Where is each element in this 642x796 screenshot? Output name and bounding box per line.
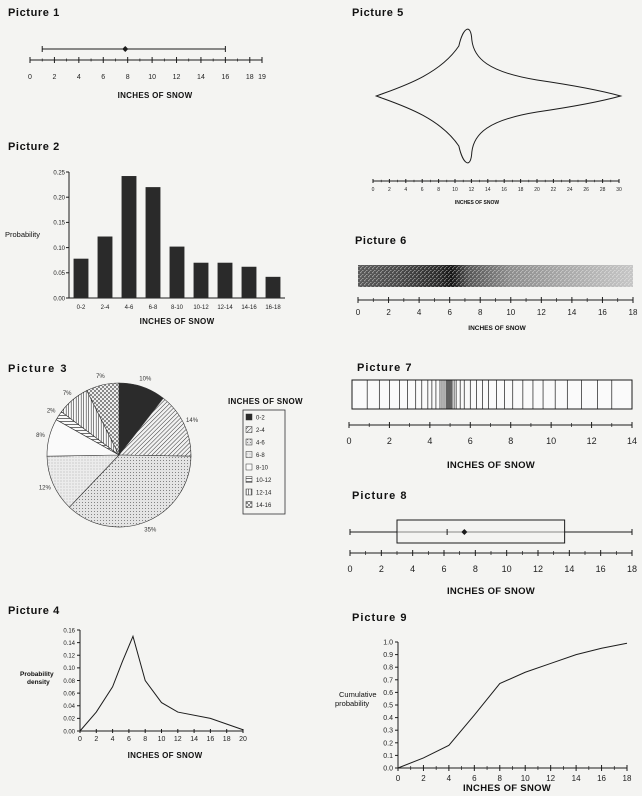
picture-9-y-tick-label: 0.2	[383, 740, 393, 748]
picture-7-x-tick-label: 6	[467, 436, 473, 446]
picture-9-x-tick-label: 0	[395, 774, 401, 783]
picture-5-x-tick-label: 24	[567, 187, 573, 193]
picture-1	[8, 7, 266, 100]
picture-4-series-line	[80, 636, 243, 731]
picture-9-x-tick-label: 18	[622, 774, 632, 783]
picture-8	[347, 490, 637, 597]
picture-2-x-tick-label: 10-12	[193, 305, 209, 311]
picture-2-y-tick-label: 0.20	[53, 195, 65, 202]
picture-5-x-tick-label: 20	[534, 187, 540, 193]
picture-2-x-tick-label: 8-10	[170, 305, 184, 311]
picture-1-x-tick-label: 18	[245, 74, 254, 81]
picture-9-x-tick-label: 16	[597, 774, 607, 783]
picture-4-x-tick-label: 6	[126, 736, 131, 743]
picture-2-bar	[242, 267, 257, 298]
picture-2-bar	[98, 237, 113, 298]
picture-2-plot	[53, 170, 285, 311]
picture-9-y-tick-label: 0.0	[383, 765, 393, 773]
picture-5-x-tick-label: 22	[550, 187, 557, 193]
picture-9-x-tick-label: 8	[497, 774, 503, 783]
picture-2	[5, 141, 285, 326]
picture-6	[355, 235, 638, 332]
picture-8-title: Picture 8	[352, 490, 408, 502]
picture-6-x-tick-label: 16	[597, 308, 607, 317]
picture-8-mean	[461, 529, 467, 535]
picture-1-title: Picture 1	[8, 7, 60, 19]
picture-3-legend-title: INCHES OF SNOW	[228, 397, 303, 406]
picture-9-y-tick-label: 0.3	[383, 727, 393, 735]
picture-5-x-tick-label: 10	[452, 187, 458, 193]
picture-9-x-tick-label: 10	[520, 774, 530, 783]
picture-8-x-tick-label: 16	[595, 564, 606, 574]
picture-4-y-tick-label: 0.08	[63, 678, 75, 685]
picture-1-x-tick-label: 0	[28, 74, 32, 81]
picture-7	[346, 362, 637, 471]
picture-2-ylabel: Probability	[5, 230, 41, 239]
picture-2-xlabel: INCHES OF SNOW	[139, 317, 215, 326]
picture-4-x-tick-label: 0	[78, 736, 82, 743]
picture-3-legend-label: 0-2	[256, 415, 265, 422]
picture-2-y-tick-label: 0.25	[53, 170, 65, 177]
picture-2-title: Picture 2	[8, 141, 60, 153]
picture-2-bar	[146, 187, 161, 298]
picture-4-title: Picture 4	[8, 605, 60, 617]
picture-2-x-tick-label: 2-4	[100, 305, 110, 311]
picture-2-bar	[74, 259, 89, 298]
picture-5-x-tick-label: 8	[437, 187, 440, 193]
picture-6-x-tick-label: 6	[447, 308, 452, 317]
picture-3-legend-label: 10-12	[256, 478, 272, 484]
picture-4-ylabel-line1: Probability	[20, 671, 54, 678]
picture-2-y-tick-label: 0.15	[53, 220, 65, 227]
picture-5-xlabel: INCHES OF SNOW	[454, 200, 500, 206]
picture-7-x-tick-label: 4	[427, 436, 433, 446]
picture-8-x-tick-label: 10	[501, 564, 512, 574]
picture-8-x-tick-label: 8	[472, 564, 478, 574]
picture-3-slice-label: 8%	[36, 433, 45, 440]
picture-6-x-tick-label: 14	[567, 308, 577, 317]
picture-6-x-tick-label: 10	[506, 308, 516, 317]
picture-3	[8, 363, 303, 534]
picture-3-slice-label: 14%	[186, 418, 199, 425]
picture-5-x-tick-label: 6	[420, 187, 424, 193]
picture-6-x-tick-label: 2	[386, 308, 391, 317]
picture-1-plot	[28, 46, 266, 81]
picture-8-x-tick-label: 18	[626, 564, 638, 574]
picture-8-box	[397, 520, 565, 543]
picture-9-y-tick-label: 1.0	[383, 639, 393, 647]
picture-8-x-tick-label: 14	[564, 564, 575, 574]
picture-2-y-tick-label: 0.10	[53, 245, 65, 252]
picture-3-slice-label: 12%	[38, 485, 51, 492]
picture-5-x-tick-label: 18	[517, 187, 524, 193]
picture-3-legend-box	[243, 410, 285, 514]
picture-9	[335, 612, 632, 794]
picture-9-x-tick-label: 14	[571, 774, 581, 783]
picture-1-x-tick-label: 12	[172, 74, 181, 81]
picture-5	[352, 7, 622, 206]
picture-5-x-tick-label: 2	[388, 187, 391, 193]
picture-1-x-tick-label: 19	[258, 74, 266, 81]
picture-2-bar	[194, 263, 209, 298]
picture-5-title: Picture 5	[352, 7, 404, 19]
picture-1-x-tick-label: 8	[125, 74, 130, 81]
picture-5-x-tick-label: 0	[371, 187, 375, 193]
picture-4-y-tick-label: 0.02	[63, 716, 75, 723]
picture-9-y-tick-label: 0.8	[383, 664, 393, 672]
picture-8-x-tick-label: 2	[378, 564, 384, 574]
picture-2-x-tick-label: 12-14	[217, 305, 233, 311]
picture-1-x-tick-label: 6	[101, 74, 106, 81]
picture-3-slice-label: 10%	[139, 376, 152, 383]
picture-8-x-tick-label: 0	[347, 564, 353, 574]
picture-6-plot	[356, 265, 638, 317]
picture-3-legend-label: 14-16	[256, 503, 272, 509]
picture-3-legend-swatch	[246, 464, 252, 470]
picture-7-x-tick-label: 2	[386, 436, 392, 446]
picture-2-bar	[122, 176, 137, 298]
picture-6-x-tick-label: 0	[355, 308, 361, 317]
picture-7-x-tick-label: 12	[586, 436, 597, 446]
picture-4-y-tick-label: 0.12	[63, 653, 75, 660]
picture-3-legend-swatch	[246, 502, 252, 508]
picture-8-x-tick-label: 12	[532, 564, 544, 574]
picture-3-legend-label: 2-4	[256, 428, 265, 434]
picture-3-slice-label: 2%	[46, 408, 56, 415]
picture-4-plot	[63, 628, 247, 743]
picture-6-xlabel: INCHES OF SNOW	[468, 325, 526, 332]
picture-9-y-tick-label: 0.5	[383, 702, 393, 710]
picture-3-slice-label: 35%	[144, 527, 157, 534]
picture-4-x-tick-label: 8	[143, 736, 148, 743]
picture-3-legend-swatch	[246, 439, 252, 445]
picture-2-y-tick-label: 0.00	[53, 296, 65, 303]
picture-8-x-tick-label: 6	[441, 564, 447, 574]
picture-4-y-tick-label: 0.04	[63, 704, 75, 711]
picture-9-x-tick-label: 2	[421, 774, 426, 783]
picture-5-violin	[376, 29, 620, 163]
picture-3-legend-swatch	[246, 452, 252, 458]
picture-6-x-tick-label: 12	[536, 308, 546, 317]
picture-8-plot	[347, 520, 637, 574]
picture-4-ylabel	[20, 671, 55, 686]
picture-1-point	[122, 46, 128, 52]
picture-6-x-tick-label: 8	[477, 308, 483, 317]
picture-1-x-tick-label: 10	[148, 74, 157, 81]
picture-2-x-tick-label: 16-18	[265, 305, 281, 311]
picture-3-legend-swatch	[246, 477, 252, 483]
picture-2-bar	[170, 247, 185, 298]
picture-7-x-tick-label: 10	[546, 436, 557, 446]
picture-2-x-tick-label: 14-16	[241, 305, 257, 311]
picture-4-y-tick-label: 0.00	[63, 729, 75, 736]
picture-9-y-tick-label: 0.4	[383, 715, 393, 723]
picture-7-xlabel: INCHES OF SNOW	[446, 460, 536, 471]
picture-9-x-tick-label: 4	[446, 774, 452, 783]
picture-6-x-tick-label: 18	[628, 308, 638, 317]
picture-2-bar	[218, 263, 233, 298]
picture-9-x-tick-label: 6	[472, 774, 477, 783]
picture-3-legend-label: 12-14	[256, 490, 272, 497]
picture-9-y-tick-label: 0.7	[383, 677, 393, 685]
picture-9-y-tick-label: 0.6	[383, 689, 393, 697]
picture-5-x-tick-label: 14	[485, 187, 491, 193]
picture-3-title: Picture 3	[8, 363, 68, 375]
picture-4-y-tick-label: 0.16	[63, 628, 75, 635]
picture-7-x-tick-label: 0	[346, 436, 352, 446]
picture-4-x-tick-label: 14	[190, 736, 198, 743]
picture-7-strip	[352, 380, 632, 409]
picture-9-ylabel	[335, 690, 379, 708]
picture-4-ylabel-line2: density	[27, 679, 50, 686]
picture-2-x-tick-label: 6-8	[148, 305, 158, 311]
picture-3-legend-label: 8-10	[256, 465, 269, 472]
picture-4-y-tick-label: 0.06	[63, 691, 75, 698]
picture-3-slice-label: 7%	[96, 374, 105, 381]
picture-5-x-tick-label: 4	[404, 187, 408, 193]
picture-2-x-tick-label: 0-2	[76, 305, 86, 311]
picture-4-x-tick-label: 4	[110, 736, 115, 743]
picture-4-x-tick-label: 16	[206, 736, 215, 743]
picture-6-x-tick-label: 4	[416, 308, 422, 317]
picture-3-legend-swatch	[246, 427, 252, 433]
picture-4-y-tick-label: 0.14	[63, 640, 75, 647]
picture-4-x-tick-label: 10	[157, 736, 166, 743]
picture-9-series-line	[398, 643, 627, 768]
picture-1-x-tick-label: 16	[221, 74, 230, 81]
picture-4	[8, 605, 247, 760]
picture-4-x-tick-label: 2	[94, 736, 99, 743]
picture-1-x-tick-label: 14	[197, 74, 205, 81]
picture-5-x-tick-label: 30	[616, 187, 622, 193]
picture-2-x-tick-label: 4-6	[124, 305, 134, 311]
picture-3-legend-label: 6-8	[256, 453, 265, 459]
picture-4-x-tick-label: 20	[239, 736, 247, 743]
picture-4-x-tick-label: 18	[222, 736, 231, 743]
picture-6-title: Picture 6	[355, 235, 407, 247]
picture-3-slice-label: 7%	[62, 390, 72, 397]
picture-4-x-tick-label: 12	[173, 736, 182, 743]
picture-4-y-tick-label: 0.10	[63, 666, 75, 673]
picture-7-x-tick-label: 14	[626, 436, 638, 446]
picture-8-xlabel: INCHES OF SNOW	[446, 586, 536, 597]
picture-7-x-tick-label: 8	[508, 436, 514, 446]
picture-7-title: Picture 7	[357, 362, 413, 374]
picture-2-bar	[266, 277, 281, 298]
picture-2-y-tick-label: 0.05	[53, 271, 65, 278]
picture-5-x-tick-label: 26	[583, 187, 589, 193]
picture-5-x-tick-label: 28	[599, 187, 606, 193]
picture-9-ylabel-line1: Cumulative	[339, 690, 377, 699]
picture-5-x-tick-label: 12	[468, 187, 475, 193]
picture-5-plot	[372, 29, 622, 193]
picture-7-plot	[346, 380, 637, 446]
picture-1-x-tick-label: 4	[76, 74, 81, 81]
picture-9-xlabel: INCHES OF SNOW	[462, 783, 552, 794]
picture-3-legend	[243, 410, 285, 514]
picture-9-plot	[383, 640, 632, 784]
picture-3-legend-label: 4-6	[256, 440, 265, 447]
picture-6-strip-texture	[358, 265, 633, 287]
picture-4-xlabel: INCHES OF SNOW	[127, 751, 203, 760]
picture-8-x-tick-label: 4	[410, 564, 416, 574]
picture-9-y-tick-label: 0.9	[383, 652, 393, 660]
picture-5-x-tick-label: 16	[501, 187, 507, 193]
picture-3-pie	[36, 374, 199, 534]
picture-3-legend-swatch	[246, 489, 252, 495]
picture-1-xlabel: INCHES OF SNOW	[117, 91, 193, 100]
picture-3-legend-swatch	[246, 414, 252, 420]
picture-9-ylabel-line2: probability	[335, 699, 370, 708]
picture-9-title: Picture 9	[352, 612, 408, 624]
picture-1-x-tick-label: 2	[52, 74, 57, 81]
picture-9-x-tick-label: 12	[546, 774, 556, 783]
picture-9-y-tick-label: 0.1	[383, 752, 393, 760]
